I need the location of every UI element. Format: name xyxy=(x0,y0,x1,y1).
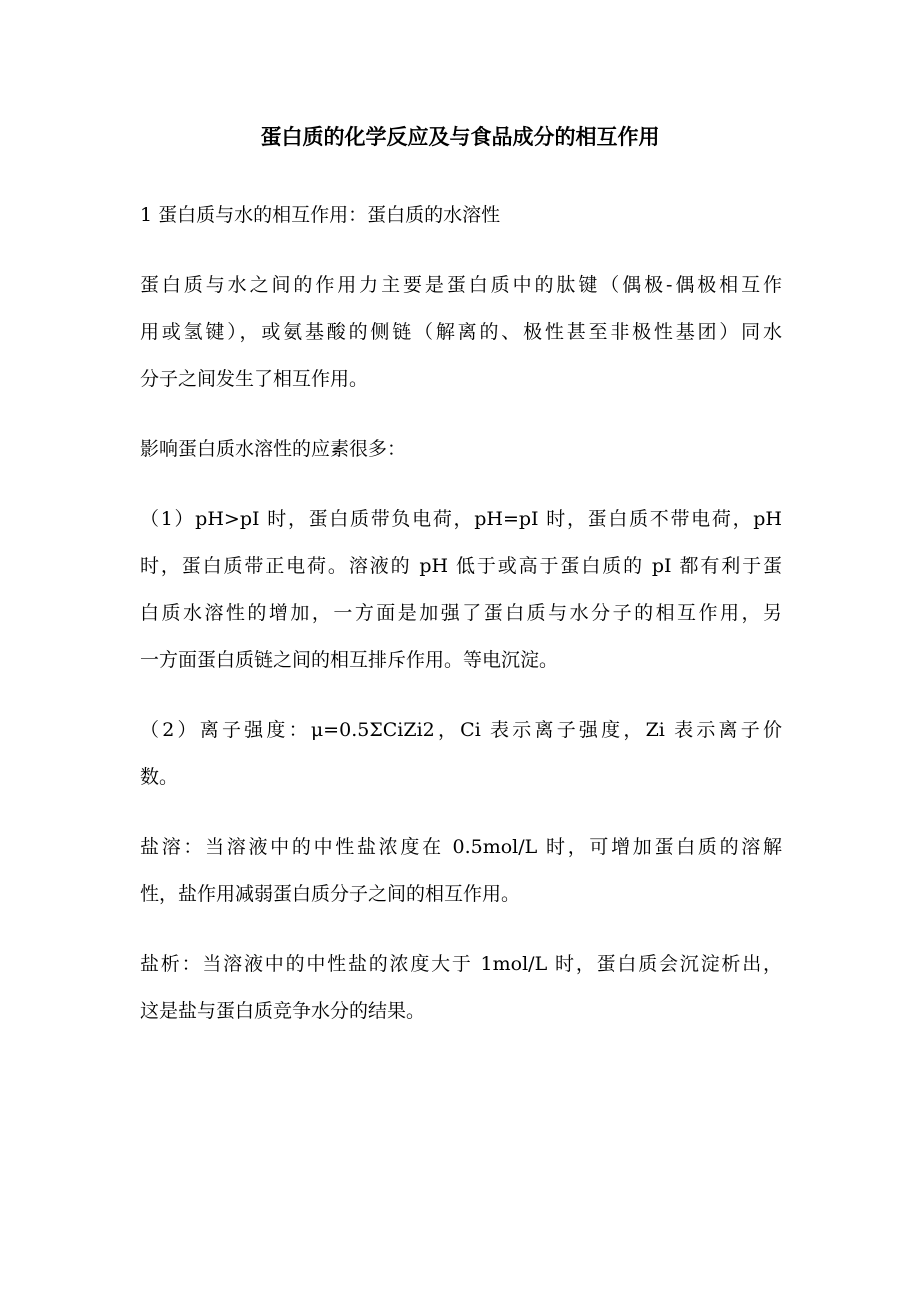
paragraph xyxy=(140,496,782,684)
text-line: 用或氢键），或氨基酸的侧链（解离的、极性甚至非极性基团）同水 xyxy=(140,321,782,343)
text-line: 这是盐与蛋白质竞争水分的结果。 xyxy=(140,1000,426,1022)
text-line: 性，盐作用减弱蛋白质分子之间的相互作用。 xyxy=(140,883,521,905)
text-line: 分子之间发生了相互作用。 xyxy=(140,368,369,390)
paragraph xyxy=(140,262,782,403)
paragraph xyxy=(140,707,782,801)
text-line: 盐析：当溶液中的中性盐的浓度大于 1mol/L 时，蛋白质会沉淀析出， xyxy=(140,953,782,975)
text-line: 数。 xyxy=(140,766,179,788)
paragraph xyxy=(140,941,782,1035)
text-line: 影响蛋白质水溶性的应素很多： xyxy=(140,438,407,460)
text-line: 白质水溶性的增加，一方面是加强了蛋白质与水分子的相互作用，另 xyxy=(140,602,782,624)
text-line: （2）离子强度：μ=0.5ΣCiZi2，Ci 表示离子强度，Zi 表示离子价 xyxy=(140,719,782,741)
text-line: （1）pH>pI 时，蛋白质带负电荷，pH=pI 时，蛋白质不带电荷，pH xyxy=(140,508,782,530)
section-heading xyxy=(140,192,782,239)
text-line: 1 蛋白质与水的相互作用：蛋白质的水溶性 xyxy=(140,204,501,226)
text-line: 盐溶：当溶液中的中性盐浓度在 0.5mol/L 时，可增加蛋白质的溶解 xyxy=(140,836,782,858)
paragraph xyxy=(140,824,782,918)
document-title: 蛋白质的化学反应及与食品成分的相互作用 xyxy=(260,124,660,149)
text-line: 蛋白质与水之间的作用力主要是蛋白质中的肽键（偶极-偶极相互作 xyxy=(140,274,782,296)
text-line: 时，蛋白质带正电荷。溶液的 pH 低于或高于蛋白质的 pI 都有利于蛋 xyxy=(140,555,782,577)
text-line: 一方面蛋白质链之间的相互排斥作用。等电沉淀。 xyxy=(140,649,559,671)
document-body xyxy=(140,192,782,1058)
paragraph xyxy=(140,426,782,473)
